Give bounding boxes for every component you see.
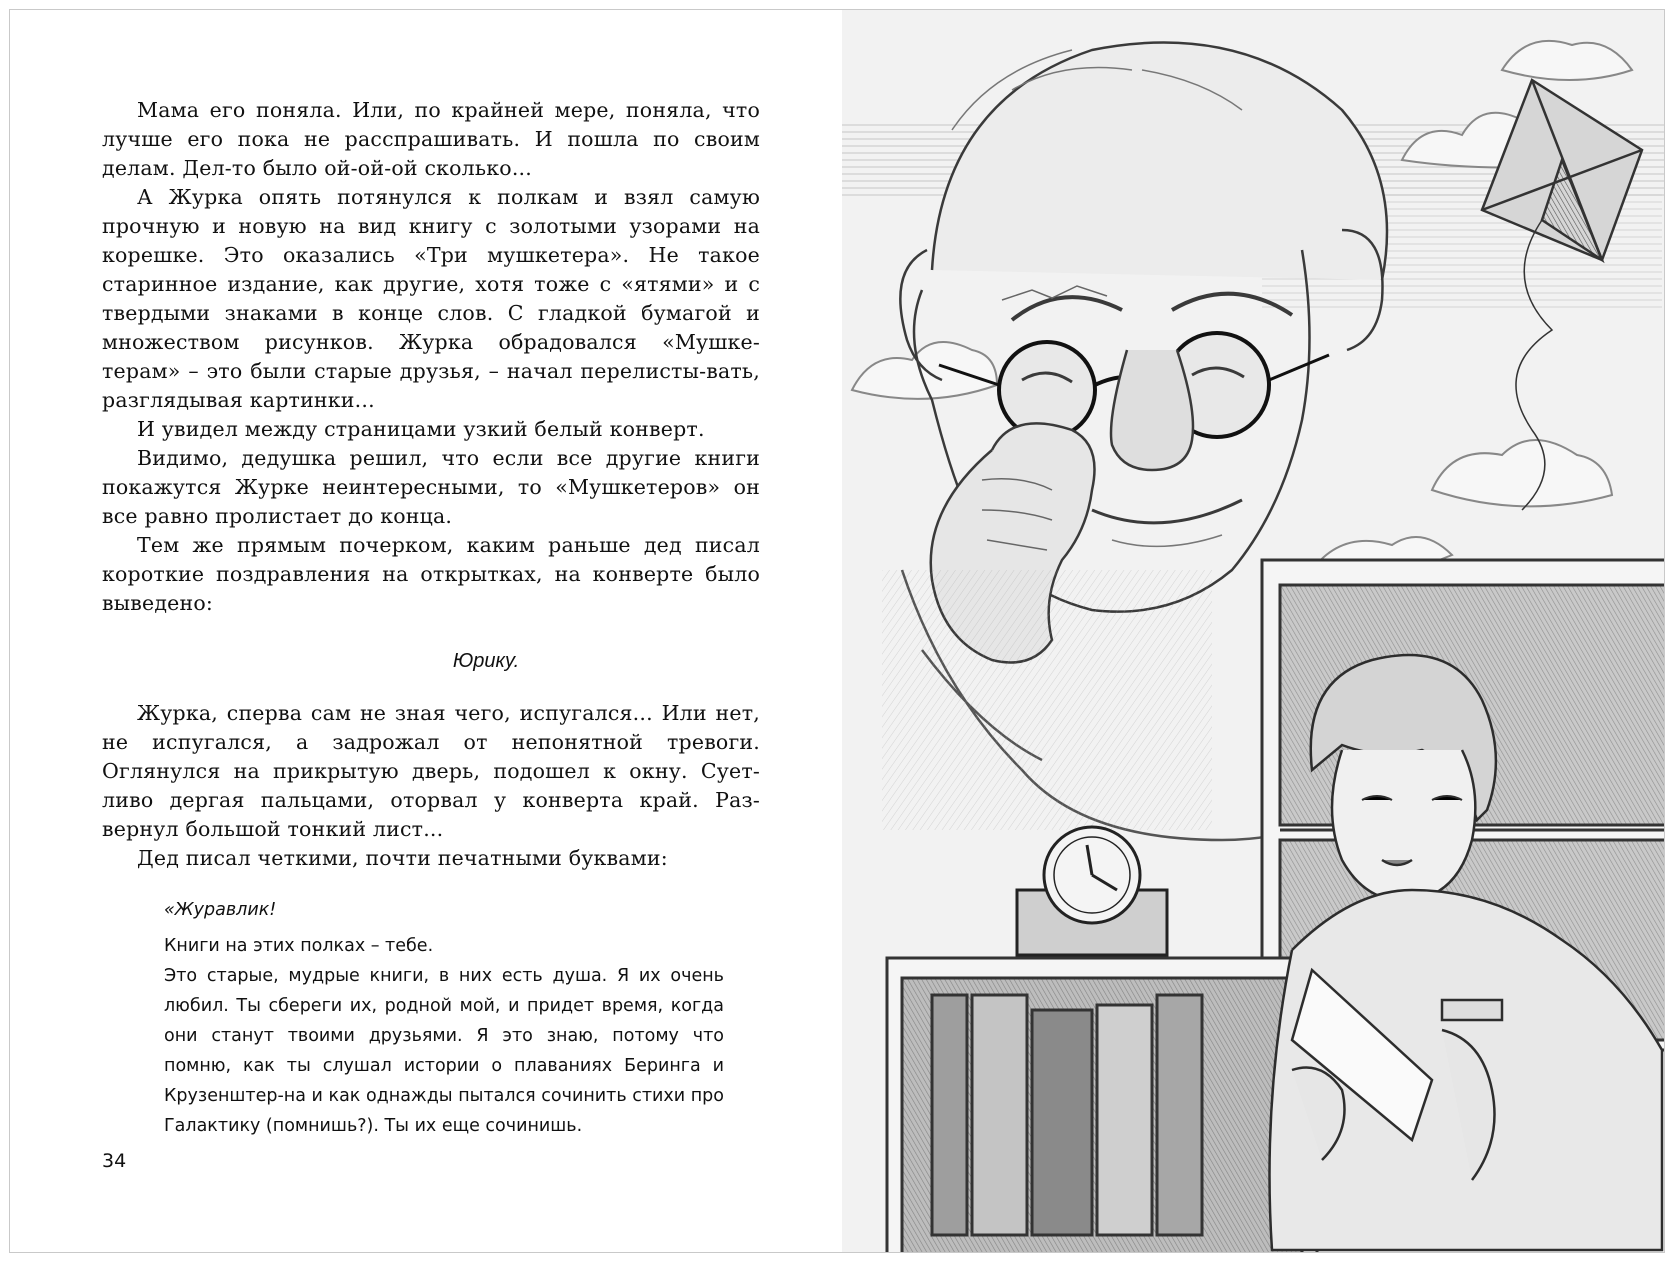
- pencil-illustration: [842, 10, 1665, 1252]
- letter-quote: [102, 895, 724, 1141]
- letter-salutation: «Журавлик!: [164, 900, 277, 920]
- paragraph: Мама его поняла. Или, по крайней мере, поняла, что лучше его пока не расспрашивать. И пошла по своим делам. Дел-то было ой-ой-ой сколько...: [102, 98, 760, 180]
- letter-line: Книги на этих полках – тебе.: [164, 936, 434, 956]
- envelope-inscription: Юрику.: [452, 650, 520, 672]
- book-spread: [9, 9, 1665, 1253]
- paragraph: Видимо, дедушка решил, что если все другие книги покажутся Журке неинтересными, то «Мушкетеров» он все равно пролистает до конца.: [102, 446, 760, 528]
- lower-shelf: [887, 958, 1317, 1252]
- paragraph: А Журка опять потянулся к полкам и взял самую прочную и новую на вид книгу с золотыми узорами на корешке. Это оказались «Три мушкетера». Не такое старинное издание, как другие, хотя тоже с «ятями» и с твердыми знаками в конце слов. С гладкой бумагой и множеством рисунков. Журка обрадовался «Мушке-терам» – это были старые друзья, – начал перелисты-вать, разглядывая картинки...: [102, 185, 760, 412]
- right-page: [842, 10, 1665, 1252]
- left-page: [10, 10, 842, 1252]
- page-number: 34: [102, 1150, 127, 1172]
- letter-line: Это старые, мудрые книги, в них есть душа. Я их очень любил. Ты сбереги их, родной мой, и придет время, когда они станут твоими друзьями. Я это знаю, потому что помню, как ты слушал истории о плаваниях Беринга и Крузенштер-на и как однажды пытался сочинить стихи про Галактику (помнишь?). Ты их еще сочинишь.: [164, 966, 724, 1136]
- paragraph: Тем же прямым почерком, каким раньше дед писал короткие поздравления на открытках, на конверте было выведено:: [102, 533, 760, 615]
- paragraph: Журка, сперва сам не зная чего, испугался... Или нет, не испугался, а задрожал от непонятной тревоги. Оглянулся на прикрытую дверь, подошел к окну. Сует-ливо дергая пальцами, оторвал у конверта край. Раз-вернул большой тонкий лист...: [102, 701, 760, 841]
- paragraph: И увидел между страницами узкий белый конверт.: [137, 417, 705, 441]
- paragraph: Дед писал четкими, почти печатными буквами:: [137, 846, 668, 870]
- text-block: [102, 96, 760, 1141]
